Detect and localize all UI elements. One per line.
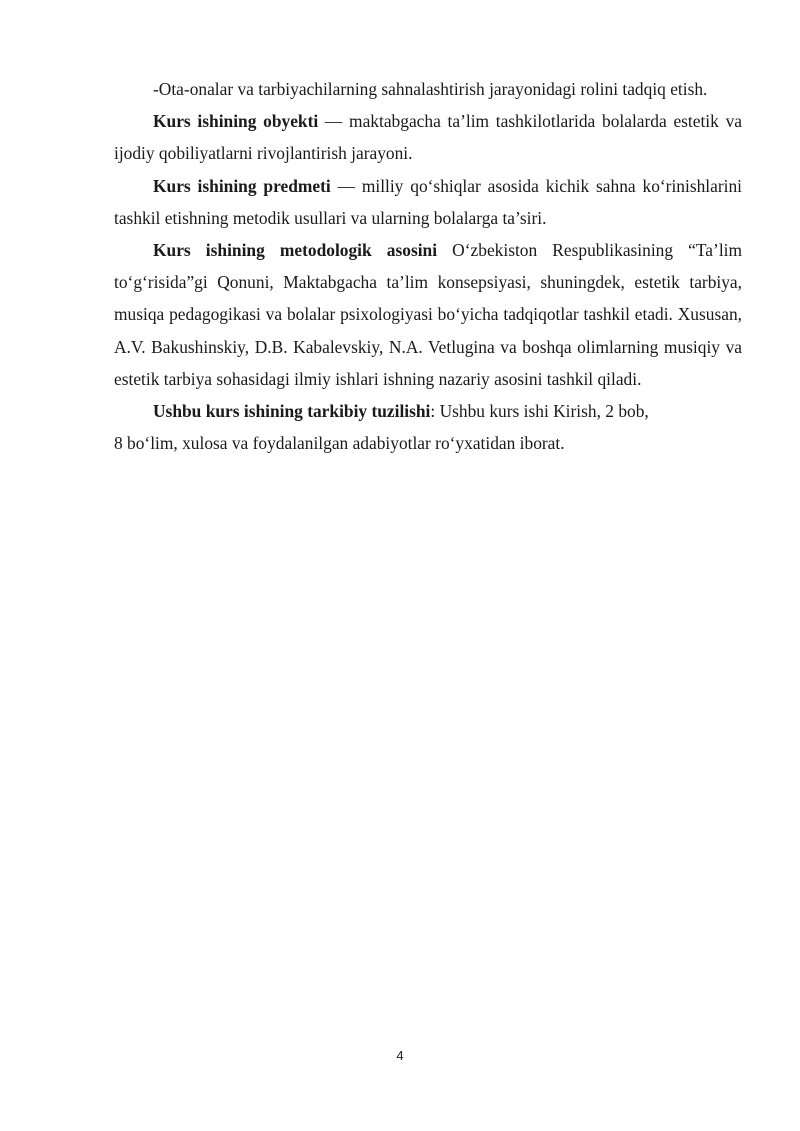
- structure-text-1: : Ushbu kurs ishi Kirish, 2 bob,: [430, 401, 649, 422]
- paragraph-object: [114, 105, 742, 169]
- paragraph-methodology: [114, 234, 742, 395]
- goal-text: -Ota-onalar va tarbiyachilarning sahnalashtirish jarayonidagi rolini tadqiq etish.: [153, 79, 708, 99]
- document-body: [114, 73, 742, 459]
- subject-text: — milliy qo‘shiqlar asosida kichik sahna ko‘rinishlarini tashkil etishning metodik usullari va ularning bolalarga ta’siri.: [114, 175, 742, 228]
- paragraph-goal: [114, 73, 742, 105]
- object-heading: Kurs ishining obyekti: [153, 111, 319, 132]
- paragraph-subject: [114, 170, 742, 234]
- structure-line-1: [114, 395, 742, 427]
- structure-heading: Ushbu kurs ishining tarkibiy tuzilishi: [153, 401, 431, 422]
- object-text: — maktabgacha ta’lim tashkilotlarida bolalarda estetik va ijodiy qobiliyatlarni rivojlantirish jarayoni.: [114, 111, 742, 164]
- paragraph-structure: [114, 395, 742, 459]
- structure-line-2: 8 bo‘lim, xulosa va foydalanilgan adabiyotlar ro‘yxatidan iborat.: [114, 433, 565, 454]
- methodology-heading: Kurs ishining metodologik asosini: [153, 240, 438, 261]
- methodology-text: O‘zbekiston Respublikasining “Ta’lim to‘g‘risida”gi Qonuni, Maktabgacha ta’lim konsepsiyasi, shuningdek, estetik tarbiya, musiqa pedagogikasi va bolalar psixologiyasi bo‘yicha tadqiqotlar tashkil etadi. Xususan, A.V. Bakushinskiy, D.B. Kabalevskiy, N.A. Vetlugina va boshqa olimlarning musiqiy va estetik tarbiya sohasidagi ilmiy ishlari ishning nazariy asosini tashkil qiladi.: [114, 240, 743, 389]
- page-number: 4: [396, 1048, 404, 1063]
- subject-heading: Kurs ishining predmeti: [153, 175, 331, 196]
